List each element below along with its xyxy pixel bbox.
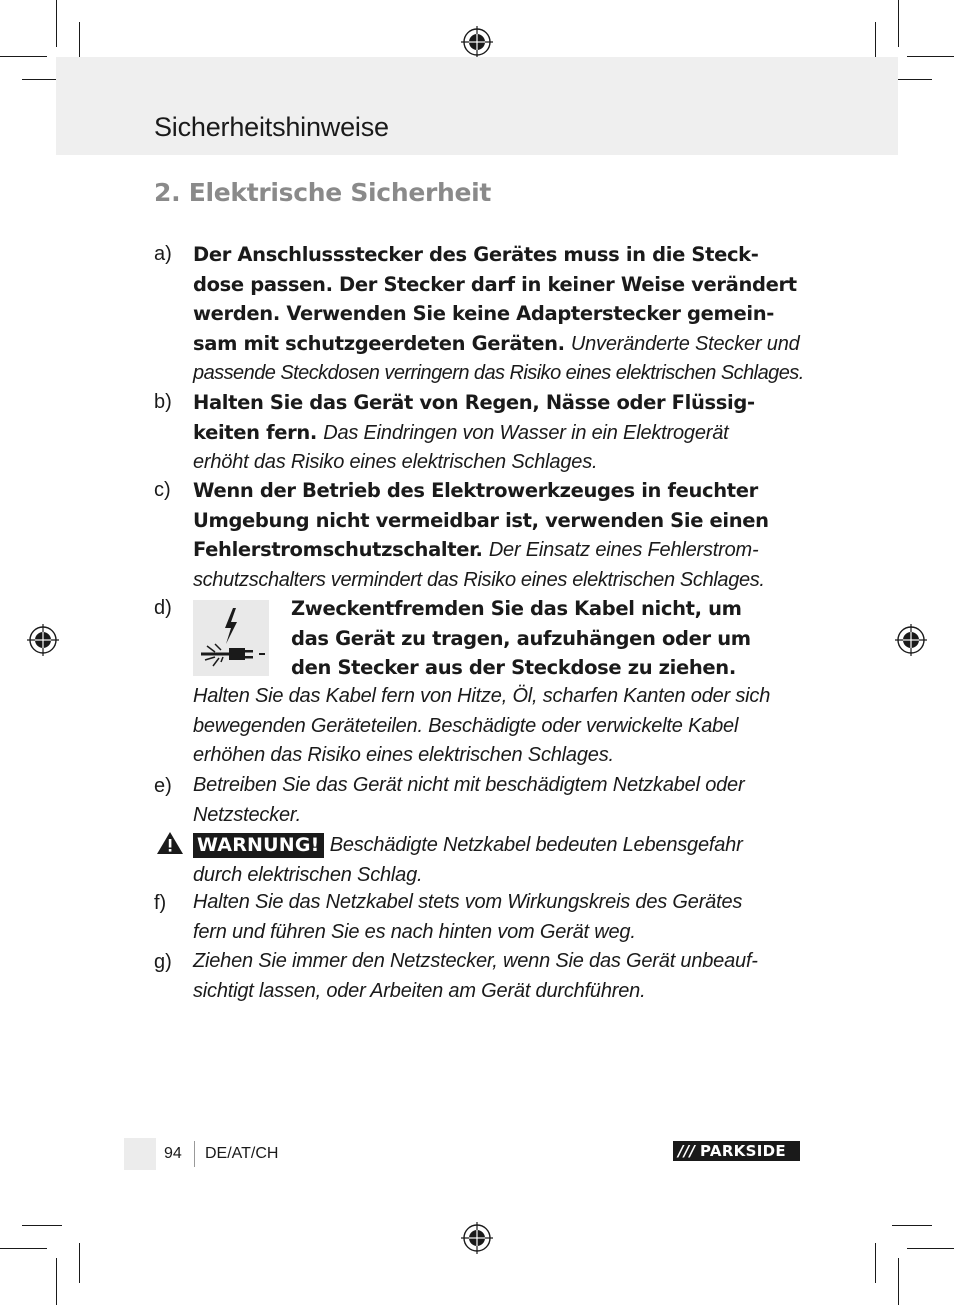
registration-mark-icon (461, 26, 493, 58)
item-c-bold-line: Fehlerstromschutzschalter. (193, 538, 483, 561)
item-b (193, 388, 805, 478)
item-f-italic-line: Halten Sie das Netzkabel stets vom Wirkungskreis des Gerätes (193, 891, 743, 913)
item-a-bold-line: Der Anschlussstecker des Gerätes muss in die Steck- (193, 243, 759, 266)
item-d-bold (291, 594, 811, 683)
warning-badge: WARNUNG! (193, 833, 324, 858)
item-c-italic-tail: Der Einsatz eines Fehlerstrom- (488, 539, 759, 561)
registration-mark-icon (461, 1222, 493, 1254)
item-label-b: b) (154, 391, 172, 413)
item-c-italic-line: schutzschalters vermindert das Risiko eines elektrischen Schlages. (193, 568, 765, 591)
item-b-italic-line: erhöht das Risiko eines elektrischen Schlages. (193, 451, 598, 473)
item-b-italic-tail: Das Eindringen von Wasser in ein Elektrogerät (323, 421, 729, 444)
item-c (193, 476, 805, 595)
item-label-f: f) (154, 892, 167, 914)
brand-logo (673, 1141, 800, 1161)
item-e-italic-line: Betreiben Sie das Gerät nicht mit beschädigtem Netzkabel oder (193, 774, 745, 796)
item-f-italic-line: fern und führen Sie es nach hinten vom Gerät weg. (193, 920, 636, 943)
item-label-g: g) (154, 951, 172, 973)
item-label-e: e) (154, 775, 172, 797)
item-d-bold-line: das Gerät zu tragen, aufzuhängen oder um (291, 626, 751, 650)
item-a-bold-line: sam mit schutzgeerdeten Geräten. (193, 331, 565, 355)
item-a-italic-tail: Unveränderte Stecker und (570, 332, 800, 355)
item-d-bold-line: Zweckentfremden Sie das Kabel nicht, um (291, 597, 742, 620)
footer-divider (194, 1141, 195, 1167)
item-b-bold-line: keiten fern. (193, 420, 317, 444)
registration-mark-icon (27, 624, 59, 656)
warning-block (193, 830, 805, 890)
item-e-italic-line: Netzstecker. (193, 803, 302, 826)
page-number: 94 (164, 1145, 182, 1162)
item-a-bold-line: dose passen. Der Stecker darf in keiner Weise verändert (193, 272, 797, 296)
item-c-bold-line: Umgebung nicht vermeidbar ist, verwenden Sie einen (193, 508, 769, 532)
warning-triangle-icon (156, 831, 184, 855)
item-g-italic-line: Ziehen Sie immer den Netzstecker, wenn Sie das Gerät unbeauf- (193, 950, 758, 972)
item-d-italic-line: erhöhen das Risiko eines elektrischen Schlages. (193, 744, 614, 766)
item-c-bold-line: Wenn der Betrieb des Elektrowerkzeuges in feuchter (193, 479, 758, 502)
item-d-italic (193, 682, 805, 771)
electric-shock-cable-icon (193, 600, 269, 676)
item-f (193, 888, 805, 947)
item-label-a: a) (154, 243, 172, 265)
item-g-italic-line: sichtigt lassen, oder Arbeiten am Gerät durchführen. (193, 979, 646, 1002)
section-heading: 2. Elektrische Sicherheit (154, 178, 492, 207)
warning-text: Beschädigte Netzkabel bedeuten Lebensgefahr (329, 834, 743, 856)
footer-locale: DE/AT/CH (205, 1145, 279, 1162)
item-d-bold-line: den Stecker aus der Steckdose zu ziehen. (291, 656, 736, 679)
item-d-italic-line: Halten Sie das Kabel fern von Hitze, Öl, scharfen Kanten oder sich (193, 685, 771, 707)
warning-text: durch elektrischen Schlag. (193, 863, 423, 886)
brand-slashes: /// (678, 1142, 696, 1160)
item-a-italic-line: passende Steckdosen verringern das Risiko eines elektrischen Schlages. (193, 362, 804, 384)
page-title: Sicherheitshinweise (154, 112, 389, 142)
item-label-c: c) (154, 479, 171, 501)
item-a-bold-line: werden. Verwenden Sie keine Adapterstecker gemein- (193, 302, 774, 325)
item-b-bold-line: Halten Sie das Gerät von Regen, Nässe oder Flüssig- (193, 391, 755, 414)
item-label-d: d) (154, 597, 172, 619)
brand-name: PARKSIDE (700, 1142, 786, 1160)
item-d-italic-line: bewegenden Geräteteilen. Beschädigte oder verwickelte Kabel (193, 714, 739, 737)
registration-mark-icon (895, 624, 927, 656)
footer-marker (124, 1138, 156, 1170)
item-a (193, 240, 805, 389)
item-e (193, 771, 805, 830)
item-g (193, 947, 805, 1006)
